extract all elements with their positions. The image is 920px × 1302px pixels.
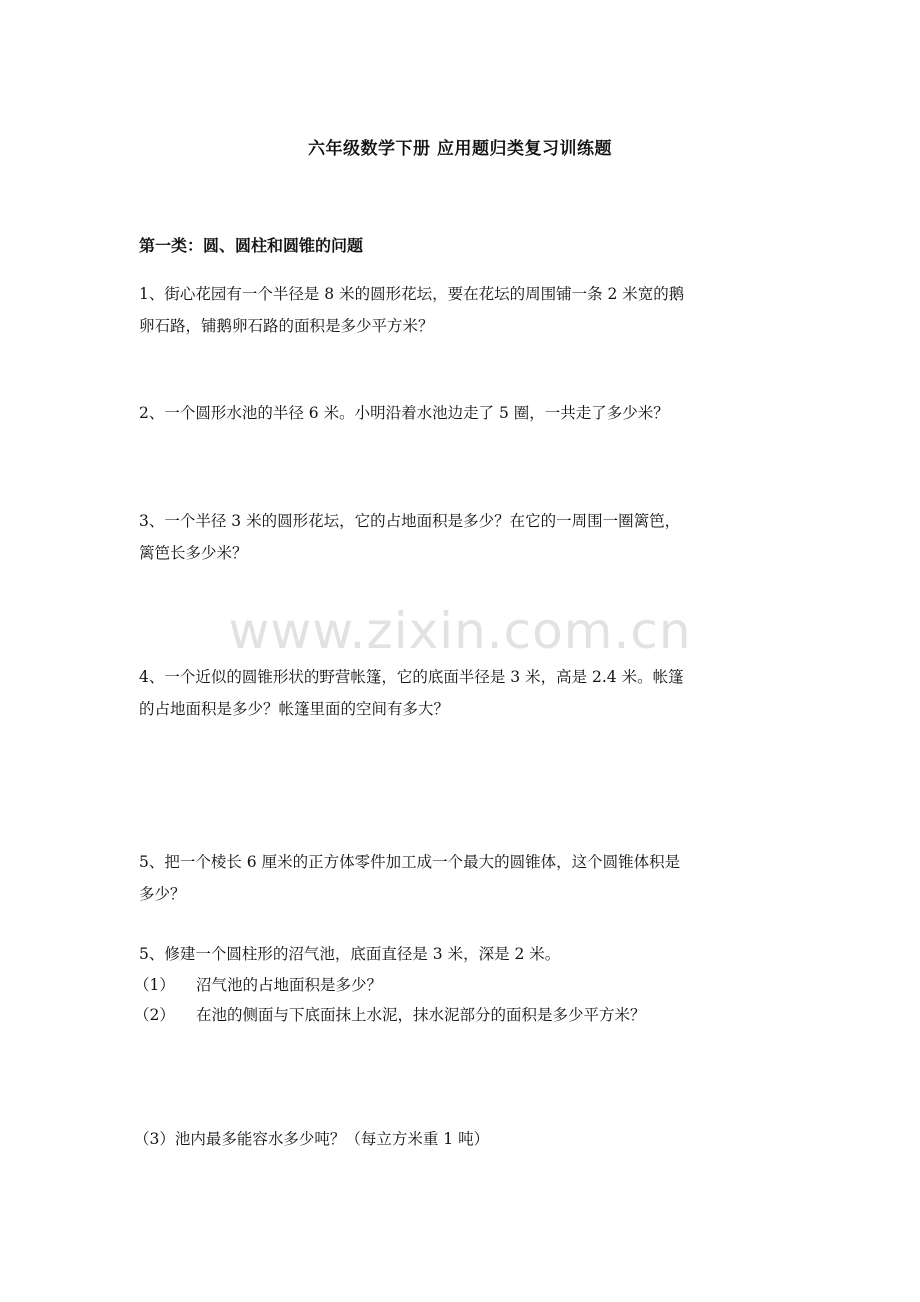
question-5b (139, 938, 784, 970)
question-1 (139, 278, 784, 342)
watermark: www.zixin.com.cn (228, 602, 692, 660)
question-5a-line-1: 5、把一个棱长 6 厘米的正方体零件加工成一个最大的圆锥体，这个圆锥体积是 (139, 853, 681, 871)
question-4 (139, 661, 784, 725)
page-title: 六年级数学下册 应用题归类复习训练题 (308, 139, 612, 159)
question-4-line-2: 的占地面积是多少？帐篷里面的空间有多大？ (139, 700, 450, 718)
question-3 (139, 505, 784, 569)
subquestion-2-label: （2） (134, 1006, 175, 1024)
subquestion-3 (134, 1123, 489, 1155)
subquestion-2-text: 在池的侧面与下底面抹上水泥，抹水泥部分的面积是多少平方米？ (196, 1006, 646, 1024)
question-5b-line-1: 5、修建一个圆柱形的沼气池，底面直径是 3 米，深是 2 米。 (139, 945, 561, 963)
subquestion-3-label: （3） (134, 1130, 175, 1148)
subquestion-3-text: 池内最多能容水多少吨？（每立方米重 1 吨） (174, 1130, 490, 1148)
question-5a (139, 846, 784, 910)
subquestion-2 (134, 999, 646, 1031)
question-2 (139, 397, 784, 429)
question-1-line-1: 1、街心花园有一个半径是 8 米的圆形花坛，要在花坛的周围铺一条 2 米宽的鹅 (139, 285, 685, 303)
question-1-line-2: 卵石路，铺鹅卵石路的面积是多少平方米？ (139, 317, 434, 335)
subquestion-1 (134, 969, 382, 1001)
question-5a-line-2: 多少？ (139, 885, 186, 903)
section-title: 第一类：圆、圆柱和圆锥的问题 (139, 236, 364, 255)
question-2-line-1: 2、一个圆形水池的半径 6 米。小明沿着水池边走了 5 圈，一共走了多少米？ (139, 404, 669, 422)
subquestion-1-text: 沼气池的占地面积是多少？ (196, 976, 383, 994)
question-4-line-1: 4、一个近似的圆锥形状的野营帐篷，它的底面半径是 3 米，高是 2.4 米。帐篷 (139, 668, 684, 686)
question-3-line-2: 篱笆长多少米？ (139, 544, 248, 562)
subquestion-1-label: （1） (134, 976, 175, 994)
question-3-line-1: 3、一个半径 3 米的圆形花坛，它的占地面积是多少？在它的一周围一圈篱笆， (139, 512, 681, 530)
